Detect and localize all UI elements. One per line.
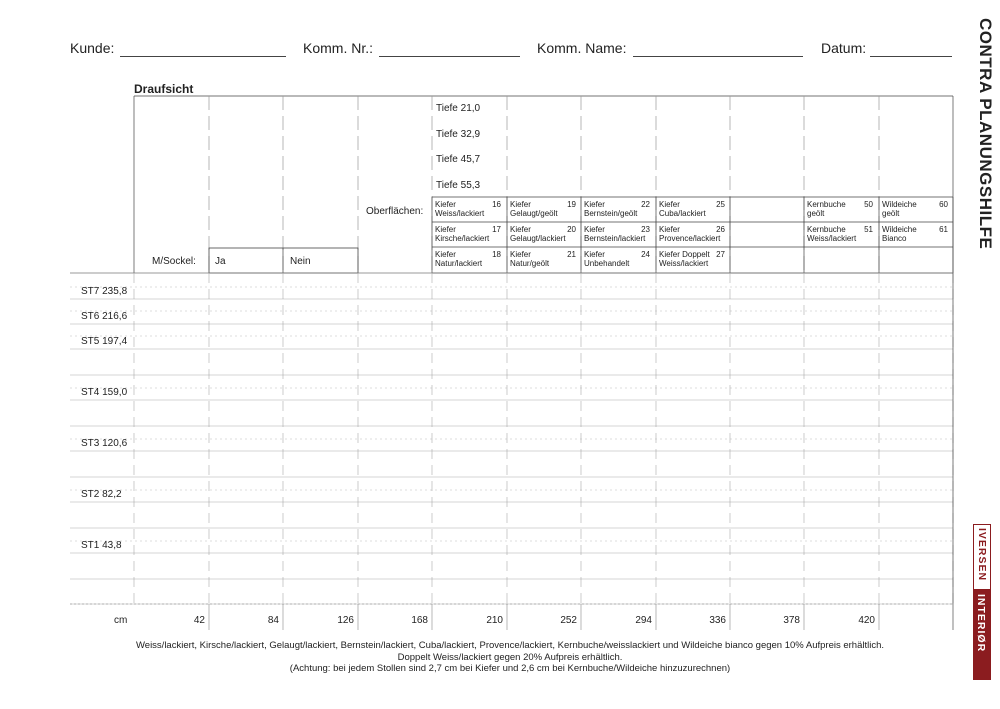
surface-name: Kernbuche [807, 200, 846, 209]
surface-cell[interactable] [659, 225, 727, 246]
axis-tick-label: 420 [858, 615, 875, 626]
surface-number: 23 [641, 225, 650, 234]
surface-number: 24 [641, 250, 650, 259]
sockel-ja: Ja [215, 256, 226, 267]
iversen-logo [973, 524, 991, 680]
datum-label: Datum: [821, 40, 867, 56]
level-label: ST2 82,2 [81, 489, 122, 500]
draufsicht-title: Draufsicht [134, 82, 194, 96]
surface-number: 27 [716, 250, 725, 259]
surface-number: 50 [864, 200, 873, 209]
surface-name: Kiefer [659, 200, 680, 209]
note-line: (Achtung: bei jedem Stollen sind 2,7 cm bei Kiefer und 2,6 cm bei Kernbuche/Wildeiche hinzuzurechnen) [289, 663, 731, 674]
axis-tick-label: 210 [486, 615, 503, 626]
surface-finish: Gelaugt/geölt [510, 209, 558, 218]
surface-name: Kernbuche [807, 225, 846, 234]
sockel-box [209, 248, 358, 273]
surface-finish: geölt [882, 209, 900, 218]
surface-finish: Provence/lackiert [659, 234, 721, 243]
surface-name: Kiefer [435, 250, 456, 259]
komm-name-label: Komm. Name: [537, 40, 627, 56]
surface-cell[interactable] [510, 225, 578, 246]
surface-name: Kiefer [435, 200, 456, 209]
surface-name: Kiefer [584, 225, 605, 234]
kunde-label: Kunde: [70, 40, 115, 56]
surface-number: 25 [716, 200, 725, 209]
surface-finish: Weiss/lackiert [435, 209, 485, 218]
surface-name: Kiefer [510, 250, 531, 259]
surface-name: Kiefer [510, 225, 531, 234]
surface-name: Kiefer [510, 200, 531, 209]
surface-finish: Kirsche/lackiert [435, 234, 490, 243]
surface-finish: Weiss/lackiert [659, 259, 709, 268]
side-title-text: CONTRA PLANUNGSHILFE [976, 18, 995, 250]
axis-tick-label: 252 [560, 615, 577, 626]
sockel-nein: Nein [290, 256, 311, 267]
surface-cell[interactable] [435, 200, 503, 221]
level-label: ST5 197,4 [81, 336, 128, 347]
level-label: ST1 43,8 [81, 540, 122, 551]
level-label: ST4 159,0 [81, 387, 128, 398]
surface-name: Wildeiche [882, 225, 917, 234]
tiefe-label: Tiefe 45,7 [436, 154, 481, 165]
surface-number: 61 [939, 225, 948, 234]
surface-cell[interactable] [882, 200, 950, 221]
level-label: ST6 216,6 [81, 311, 128, 322]
logo-top-text: IVERSEN [976, 528, 988, 582]
logo-bottom-text: INTERIØR [975, 594, 987, 653]
surface-cell[interactable] [435, 250, 503, 271]
surface-number: 22 [641, 200, 650, 209]
surface-name: Kiefer [435, 225, 456, 234]
surface-name: Kiefer [584, 250, 605, 259]
surface-cell[interactable] [659, 250, 727, 271]
surface-number: 51 [864, 225, 873, 234]
surface-cell[interactable] [807, 200, 875, 221]
surface-finish: Bernstein/lackiert [584, 234, 646, 243]
surface-cell[interactable] [807, 225, 875, 246]
surface-cell[interactable] [510, 250, 578, 271]
surface-cell[interactable] [659, 200, 727, 221]
surface-finish: Bianco [882, 234, 907, 243]
axis-unit: cm [114, 615, 128, 626]
surface-finish: Natur/lackiert [435, 259, 483, 268]
surface-cell[interactable] [435, 225, 503, 246]
surface-number: 17 [492, 225, 501, 234]
surface-name: Kiefer [584, 200, 605, 209]
surface-number: 21 [567, 250, 576, 259]
surface-number: 20 [567, 225, 576, 234]
surface-name: Kiefer Doppelt [659, 250, 710, 259]
tiefe-label: Tiefe 55,3 [436, 179, 481, 191]
surface-name: Kiefer [659, 225, 680, 234]
axis-tick-label: 294 [635, 615, 652, 626]
sockel-label: M/Sockel: [152, 256, 196, 267]
surface-finish: geölt [807, 209, 825, 218]
surface-number: 60 [939, 200, 948, 209]
axis-tick-label: 336 [709, 615, 726, 626]
axis-tick-label: 84 [267, 615, 279, 626]
surface-number: 16 [492, 200, 501, 209]
axis-tick-label: 42 [193, 615, 205, 626]
surface-cell[interactable] [584, 200, 652, 221]
surface-cell[interactable] [510, 200, 578, 221]
notes [70, 640, 950, 675]
surface-finish: Gelaugt/lackiert [510, 234, 566, 243]
note-line: Doppelt Weiss/lackiert gegen 20% Aufpreis erhältlich. [397, 651, 623, 663]
note-line: Weiss/lackiert, Kirsche/lackiert, Gelaugt/lackiert, Bernstein/lackiert, Cuba/lackiert, Provence/lackiert, Kernbuche/weisslackiert und Wildeiche bianco gegen 10% Aufpreis erhältlich. [135, 640, 885, 651]
surface-finish: Bernstein/geölt [584, 209, 638, 218]
surface-number: 19 [567, 200, 576, 209]
axis-tick-label: 126 [337, 615, 354, 626]
surface-cell[interactable] [882, 225, 950, 246]
axis-tick-label: 168 [411, 615, 428, 626]
surface-number: 18 [492, 250, 501, 259]
surface-name: Wildeiche [882, 200, 917, 209]
surface-finish: Weiss/lackiert [807, 234, 857, 243]
surface-cell[interactable] [584, 225, 652, 246]
side-title [965, 18, 995, 308]
axis-tick-label: 378 [783, 615, 800, 626]
tiefe-label: Tiefe 32,9 [436, 128, 481, 140]
level-label: ST7 235,8 [81, 286, 128, 297]
surface-finish: Natur/geölt [510, 259, 550, 268]
surface-cell[interactable] [584, 250, 652, 271]
surface-finish: Cuba/lackiert [659, 209, 706, 218]
surface-finish: Unbehandelt [584, 259, 630, 268]
oberflaechen-label: Oberflächen: [366, 206, 424, 217]
tiefe-label: Tiefe 21,0 [436, 103, 481, 114]
komm-nr-label: Komm. Nr.: [303, 40, 374, 56]
level-label: ST3 120,6 [81, 438, 128, 449]
surface-number: 26 [716, 225, 725, 234]
